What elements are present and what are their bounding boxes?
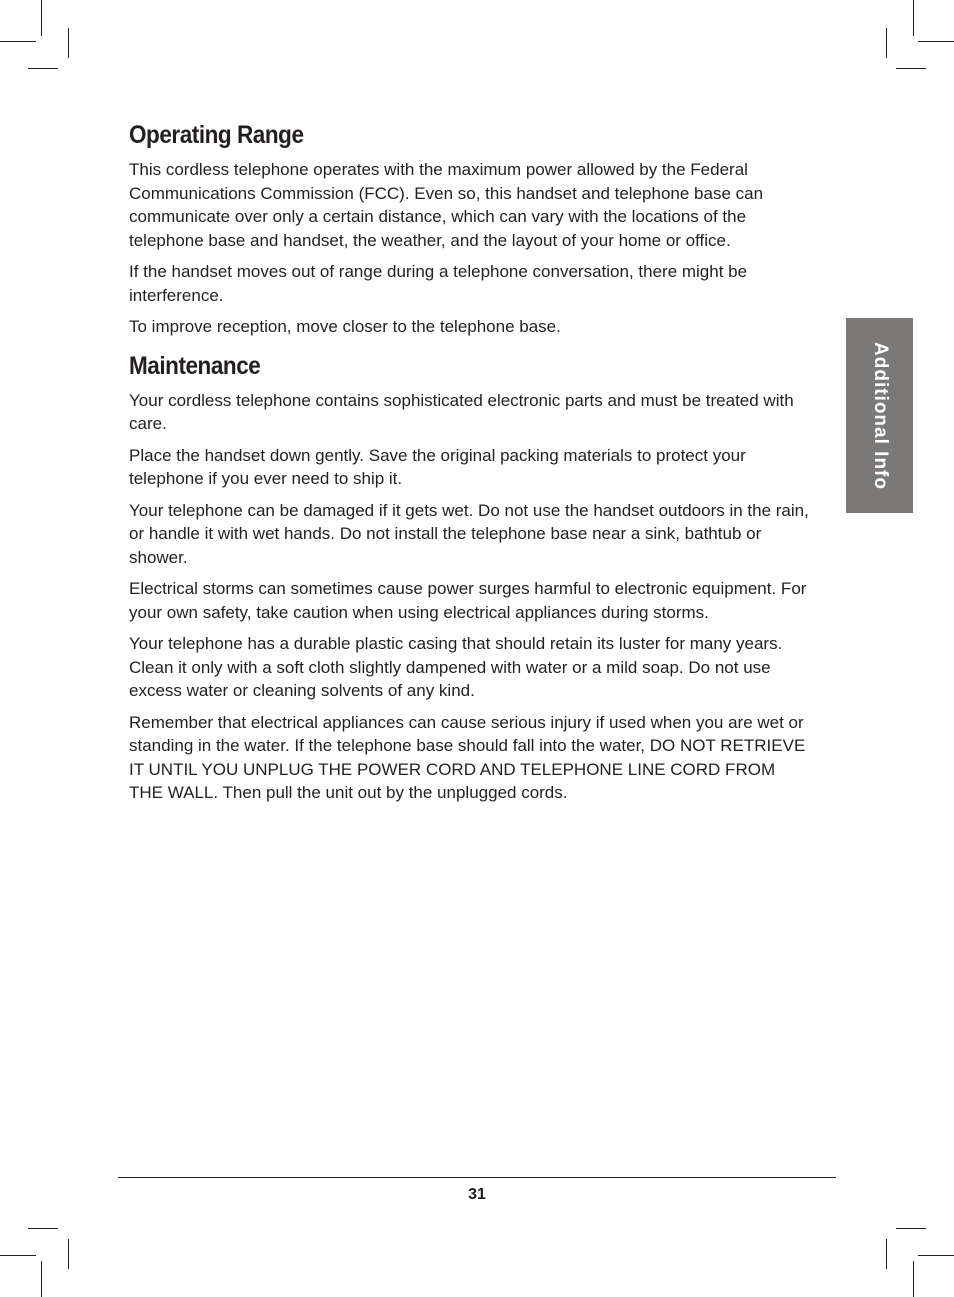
section-heading-operating-range: Operating Range xyxy=(129,121,304,149)
crop-mark xyxy=(0,41,36,42)
crop-mark xyxy=(913,0,914,36)
paragraph: Your telephone can be damaged if it gets wet. Do not use the handset outdoors in the rain, or handle it with wet hands. Do not install the telephone base near a sink, bathtub or shower. xyxy=(129,500,809,567)
crop-mark xyxy=(68,1239,69,1269)
section-heading-maintenance: Maintenance xyxy=(129,351,261,380)
crop-mark xyxy=(41,0,42,36)
side-tab xyxy=(846,318,913,513)
paragraph: To improve reception, move closer to the telephone base. xyxy=(129,317,561,336)
crop-mark xyxy=(896,68,926,69)
crop-mark xyxy=(918,1255,954,1256)
paragraph: If the handset moves out of range during a telephone conversation, there might be interference. xyxy=(129,262,748,305)
paragraph: Remember that electrical appliances can cause serious injury if used when you are wet or standing in the water. If the telephone base should fall into the water, DO NOT RETRIEVE IT UNTIL YOU UNPLUG THE POWER CORD AND TELEPHONE LINE CORD FROM THE WALL. Then pull the unit out by the unplugged cords. xyxy=(129,712,806,802)
paragraph: Place the handset down gently. Save the original packing materials to protect your telephone if you ever need to ship it. xyxy=(129,445,746,488)
crop-mark xyxy=(896,1228,926,1229)
paragraph: This cordless telephone operates with the maximum power allowed by the Federal Communications Commission (FCC). Even so, this handset and telephone base can communicate over only a certain distance, which can vary with the locations of the telephone base and handset, the weather, and the layout of your home or office. xyxy=(129,160,764,250)
paragraph: Your telephone has a durable plastic casing that should retain its luster for many years. Clean it only with a soft cloth slightly dampened with water or a mild soap. Do not use excess water or cleaning solvents of any kind. xyxy=(129,634,783,700)
page-number: 31 xyxy=(468,1186,486,1203)
crop-mark xyxy=(68,28,69,58)
side-tab-label: Additional Info xyxy=(869,341,891,490)
paragraph: Your cordless telephone contains sophisticated electronic parts and must be treated with care. xyxy=(129,390,794,433)
crop-mark xyxy=(918,41,954,42)
page-content xyxy=(129,118,809,813)
crop-mark xyxy=(886,1239,887,1269)
crop-mark xyxy=(28,1228,58,1229)
paragraph: Electrical storms can sometimes cause power surges harmful to electronic equipment. For your own safety, take caution when using electrical appliances during storms. xyxy=(129,579,807,622)
crop-mark xyxy=(41,1261,42,1297)
crop-mark xyxy=(0,1255,36,1256)
crop-mark xyxy=(28,68,58,69)
footer-divider xyxy=(118,1177,836,1178)
crop-mark xyxy=(913,1261,914,1297)
crop-mark xyxy=(886,28,887,58)
